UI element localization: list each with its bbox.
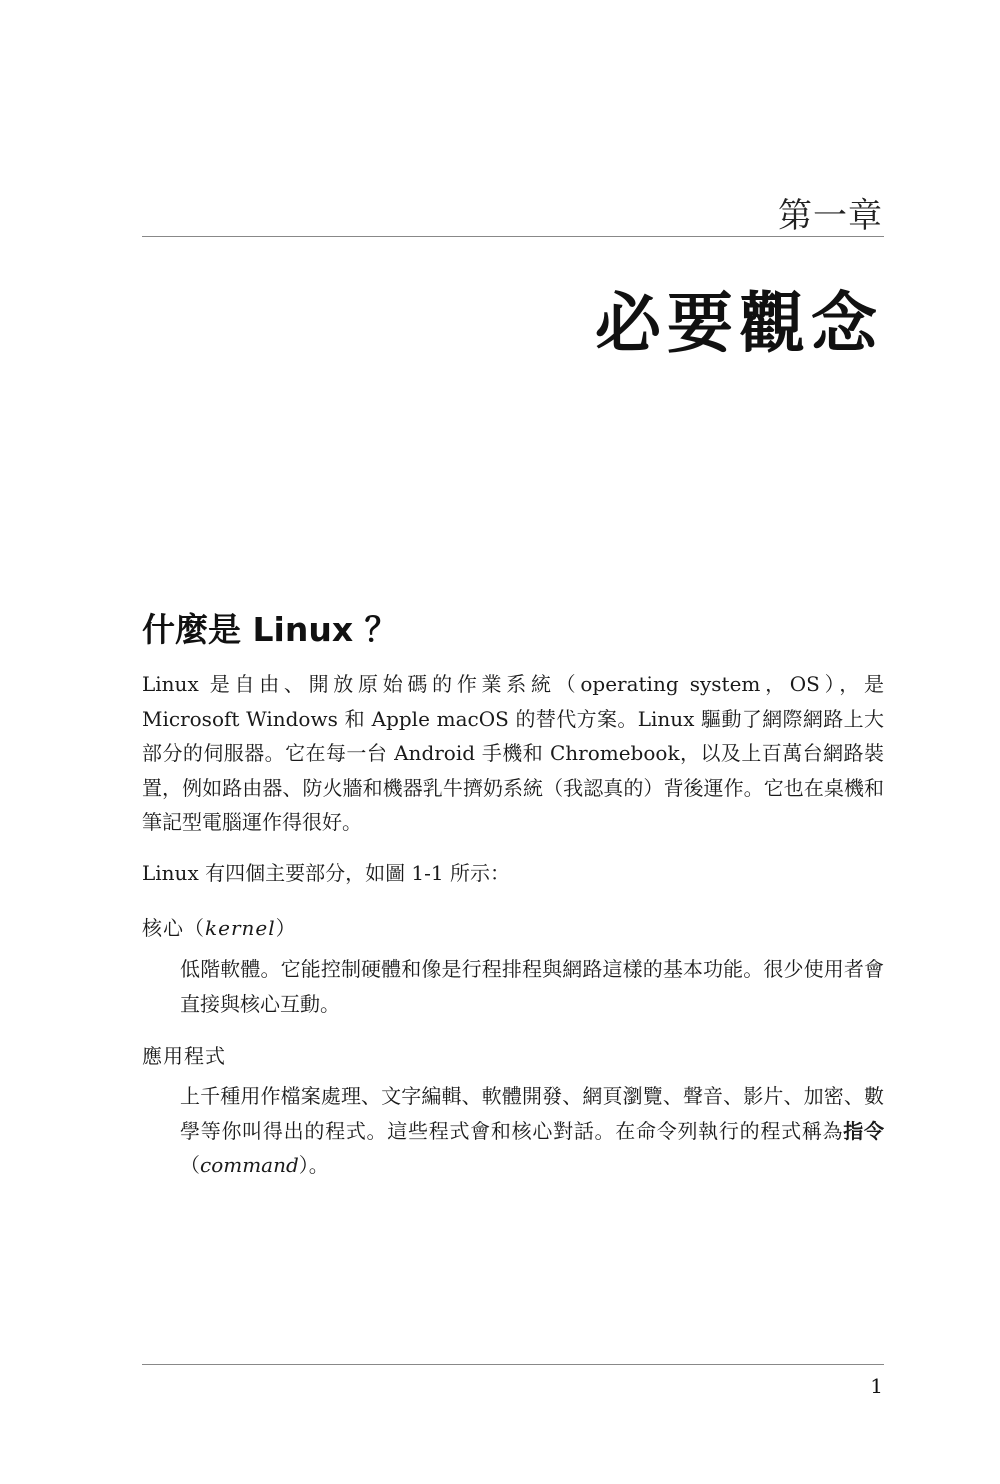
chapter-title: 必要觀念: [595, 285, 883, 362]
body-paragraph: Linux 有四個主要部分，如圖 1-1 所示：: [142, 861, 510, 885]
term-label: 核心: [142, 916, 184, 940]
term-paren-open: （: [184, 916, 205, 940]
page-number: 1: [870, 1374, 883, 1398]
footer-divider: [142, 1364, 884, 1365]
description-english-term: command: [200, 1153, 299, 1177]
term-label: 應用程式: [142, 1044, 226, 1068]
description-text: 上千種用作檔案處理、文字編輯、軟體開發、網頁瀏覽、聲音、影片、加密、數學等你叫得出的程式。這些程式會和核心對話。在命令列執行的程式稱為: [180, 1084, 884, 1143]
chapter-divider: [142, 236, 884, 237]
term-english: kernel: [205, 916, 276, 940]
body-paragraph: Linux 是自由、開放原始碼的作業系統（operating system，OS），是 Microsoft Windows 和 Apple macOS 的替代方案。Linux 驅動了網際網路上大部分的伺服器。它在每一台 Android 手機和 Chromebook，以及上百萬台網路裝置，例如路由器、防火牆和機器乳牛擠奶系統（我認真的）背後運作。它也在桌機和筆記型電腦運作得很好。: [142, 672, 884, 834]
definition-term-kernel: [142, 913, 297, 943]
term-paren-close: ）: [275, 916, 297, 940]
definition-description-kernel: 低階軟體。它能控制硬體和像是行程排程與網路這樣的基本功能。很少使用者會直接與核心互動。: [180, 957, 884, 1016]
description-paren-close: ）。: [298, 1153, 329, 1177]
chapter-label: 第一章: [778, 196, 883, 236]
definition-description-applications: [180, 1079, 884, 1183]
description-paren-open: （: [180, 1153, 200, 1177]
emphasized-term: 指令: [843, 1118, 885, 1143]
section-heading: 什麼是 Linux ？: [142, 610, 398, 649]
definition-term-applications: [142, 1041, 226, 1071]
